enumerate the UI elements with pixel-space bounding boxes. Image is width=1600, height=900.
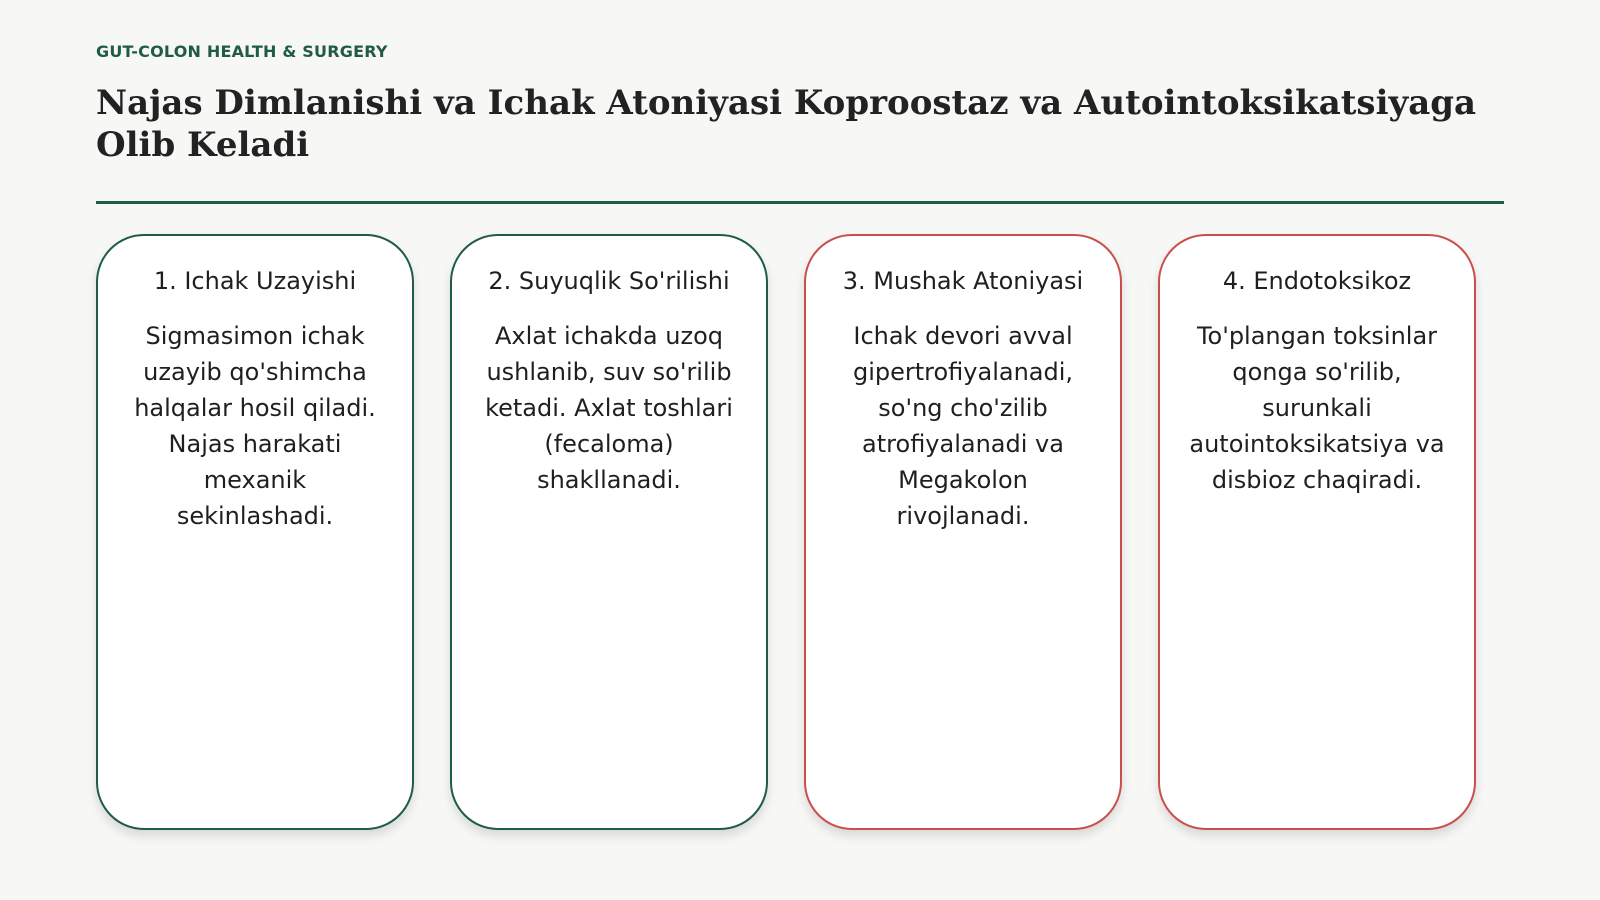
section-label: GUT-COLON HEALTH & SURGERY [96, 42, 388, 61]
card-title: 3. Mushak Atoniyasi [842, 267, 1084, 295]
card-body: Ichak devori avval gipertrofiyalanadi, so'ng cho'zilib atrofiyalanadi va Megakolon rivojlanadi. [852, 322, 1074, 530]
card-title: 2. Suyuqlik So'rilishi [488, 267, 730, 295]
card-body: To'plangan toksinlar qonga so'rilib, surunkali autointoksikatsiya va disbioz chaqiradi. [1189, 322, 1445, 494]
card-suyuqlik-sorilishi [450, 234, 768, 830]
card-row [96, 234, 1504, 834]
card-body: Sigmasimon ichak uzayib qo'shimcha halqalar hosil qiladi. Najas harakati mexanik sekinlashadi. [134, 322, 376, 530]
page-title: Najas Dimlanishi va Ichak Atoniyasi Koproostaz va Autointoksikatsiyaga Olib Keladi [96, 83, 1477, 165]
card-title: 4. Endotoksikoz [1222, 267, 1412, 295]
card-endotoksikoz [1158, 234, 1476, 830]
card-mushak-atoniyasi [804, 234, 1122, 830]
card-body: Axlat ichakda uzoq ushlanib, suv so'rilib ketadi. Axlat toshlari (fecaloma) shakllanadi. [485, 322, 733, 494]
card-ichak-uzayishi [96, 234, 414, 830]
title-divider [96, 201, 1504, 204]
card-title: 1. Ichak Uzayishi [153, 267, 357, 295]
